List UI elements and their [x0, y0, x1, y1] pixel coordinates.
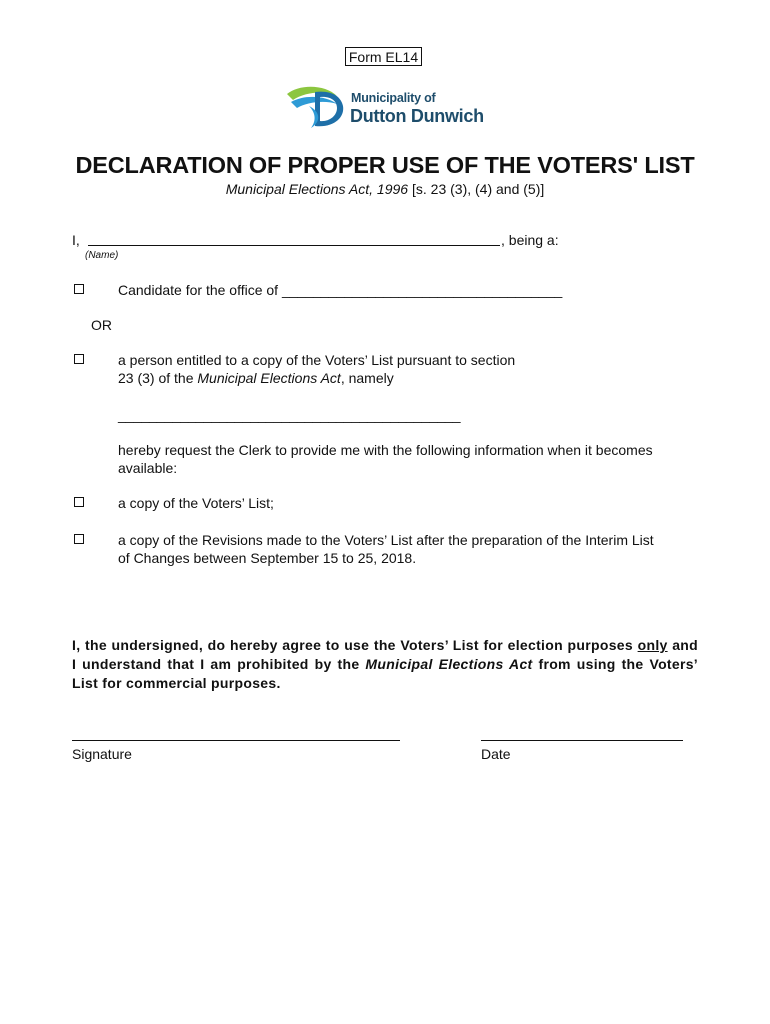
- subtitle-year: , 1996: [369, 181, 409, 197]
- or-text: OR: [91, 317, 112, 333]
- revisions-checkbox[interactable]: [74, 534, 84, 544]
- logo-text-municipality: Municipality of: [351, 91, 436, 105]
- logo-text-name: Dutton Dunwich: [350, 106, 484, 126]
- agreement-only: only: [637, 637, 668, 653]
- revisions-line2: of Changes between September 15 to 25, 2018.: [118, 550, 417, 566]
- revisions-line1: a copy of the Revisions made to the Voters’ List after the preparation of the Interim List: [118, 532, 654, 548]
- request-line1: hereby request the Clerk to provide me with the following information when it becomes: [118, 442, 653, 458]
- page-title: DECLARATION OF PROPER USE OF THE VOTERS' LIST: [75, 152, 695, 178]
- entitled-line1: a person entitled to a copy of the Voters’ List pursuant to section: [118, 352, 516, 368]
- entitled-person-checkbox[interactable]: [74, 354, 84, 364]
- subtitle-act: Municipal Elections Act: [225, 181, 370, 197]
- entitled-line2-act: Municipal Elections Act: [197, 370, 341, 386]
- entitled-line2-pre: 23 (3) of the: [118, 370, 198, 386]
- agreement-part1: I, the undersigned, do hereby agree to use the Voters’ List for election purposes: [72, 637, 638, 653]
- name-line[interactable]: [88, 245, 500, 246]
- date-line[interactable]: [481, 740, 683, 741]
- entitled-blank[interactable]: ____________________________________________: [118, 407, 461, 423]
- candidate-label: Candidate for the office of ____________________________________: [118, 282, 563, 298]
- declarant-prefix: I,: [72, 232, 80, 248]
- candidate-checkbox[interactable]: [74, 284, 84, 294]
- signature-line[interactable]: [72, 740, 400, 741]
- agreement-part2: and I understand that I am prohibited by the: [72, 637, 699, 672]
- entitled-line2-post: , namely: [340, 370, 394, 386]
- voters-list-label: a copy of the Voters’ List;: [118, 495, 274, 511]
- form-number: Form EL14: [345, 47, 422, 66]
- subtitle: [0, 181, 770, 197]
- subtitle-section: [s. 23 (3), (4) and (5)]: [408, 181, 545, 197]
- voters-list-checkbox[interactable]: [74, 497, 84, 507]
- signature-label: Signature: [72, 746, 132, 762]
- agreement-act: Municipal Elections Act: [365, 656, 533, 672]
- name-caption: (Name): [85, 250, 119, 261]
- agreement-part3: from using the Voters’ List for commercial purposes.: [72, 656, 698, 691]
- declarant-suffix: , being a:: [501, 232, 559, 248]
- agreement-paragraph: [72, 636, 698, 693]
- date-label: Date: [481, 746, 511, 762]
- entitled-line2: [118, 369, 394, 387]
- request-line2: available:: [118, 460, 178, 476]
